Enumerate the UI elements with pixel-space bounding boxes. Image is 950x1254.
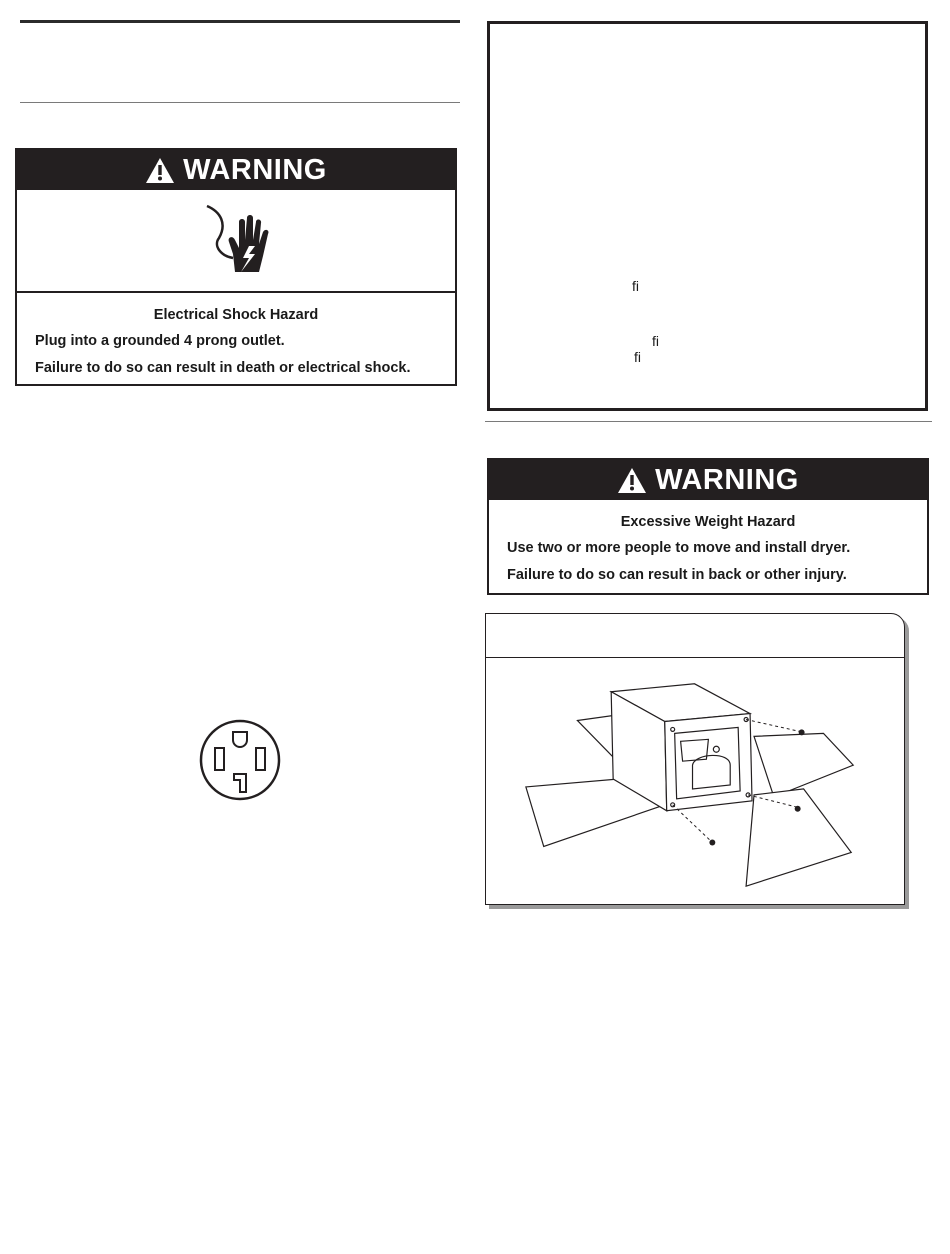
warning-line-1: Plug into a grounded 4 prong outlet. <box>35 333 285 349</box>
warning-electrical-shock <box>15 148 457 386</box>
top-rule-left <box>20 20 460 23</box>
dryer-on-carton-illustration <box>486 658 903 904</box>
section-rule-left <box>20 102 460 103</box>
electrical-shock-hand-icon <box>197 202 281 282</box>
warning-header <box>489 460 927 500</box>
figure-header-strip <box>486 614 904 658</box>
warning-header-text: WARNING <box>183 153 327 186</box>
section-rule-right <box>485 421 932 422</box>
shock-icon-panel <box>17 190 455 293</box>
ligature-fi-2: fi <box>652 333 659 349</box>
warning-line-2: Failure to do so can result in death or electrical shock. <box>35 360 411 376</box>
boxed-panel <box>487 21 928 411</box>
warning-header-text: WARNING <box>655 463 799 496</box>
four-prong-outlet-icon <box>198 718 282 802</box>
warning-triangle-icon <box>617 467 647 494</box>
ligature-fi-3: fi <box>634 349 641 365</box>
warning-line-2: Failure to do so can result in back or other injury. <box>507 567 847 583</box>
warning-triangle-icon <box>145 157 175 184</box>
dryer-figure-card <box>485 613 905 905</box>
ligature-fi-1: fi <box>632 278 639 294</box>
warning-header <box>17 150 455 190</box>
warning-excessive-weight <box>487 458 929 595</box>
warning-line-1: Use two or more people to move and install dryer. <box>507 540 851 556</box>
warning-title: Electrical Shock Hazard <box>153 307 319 323</box>
warning-title: Excessive Weight Hazard <box>620 514 796 530</box>
